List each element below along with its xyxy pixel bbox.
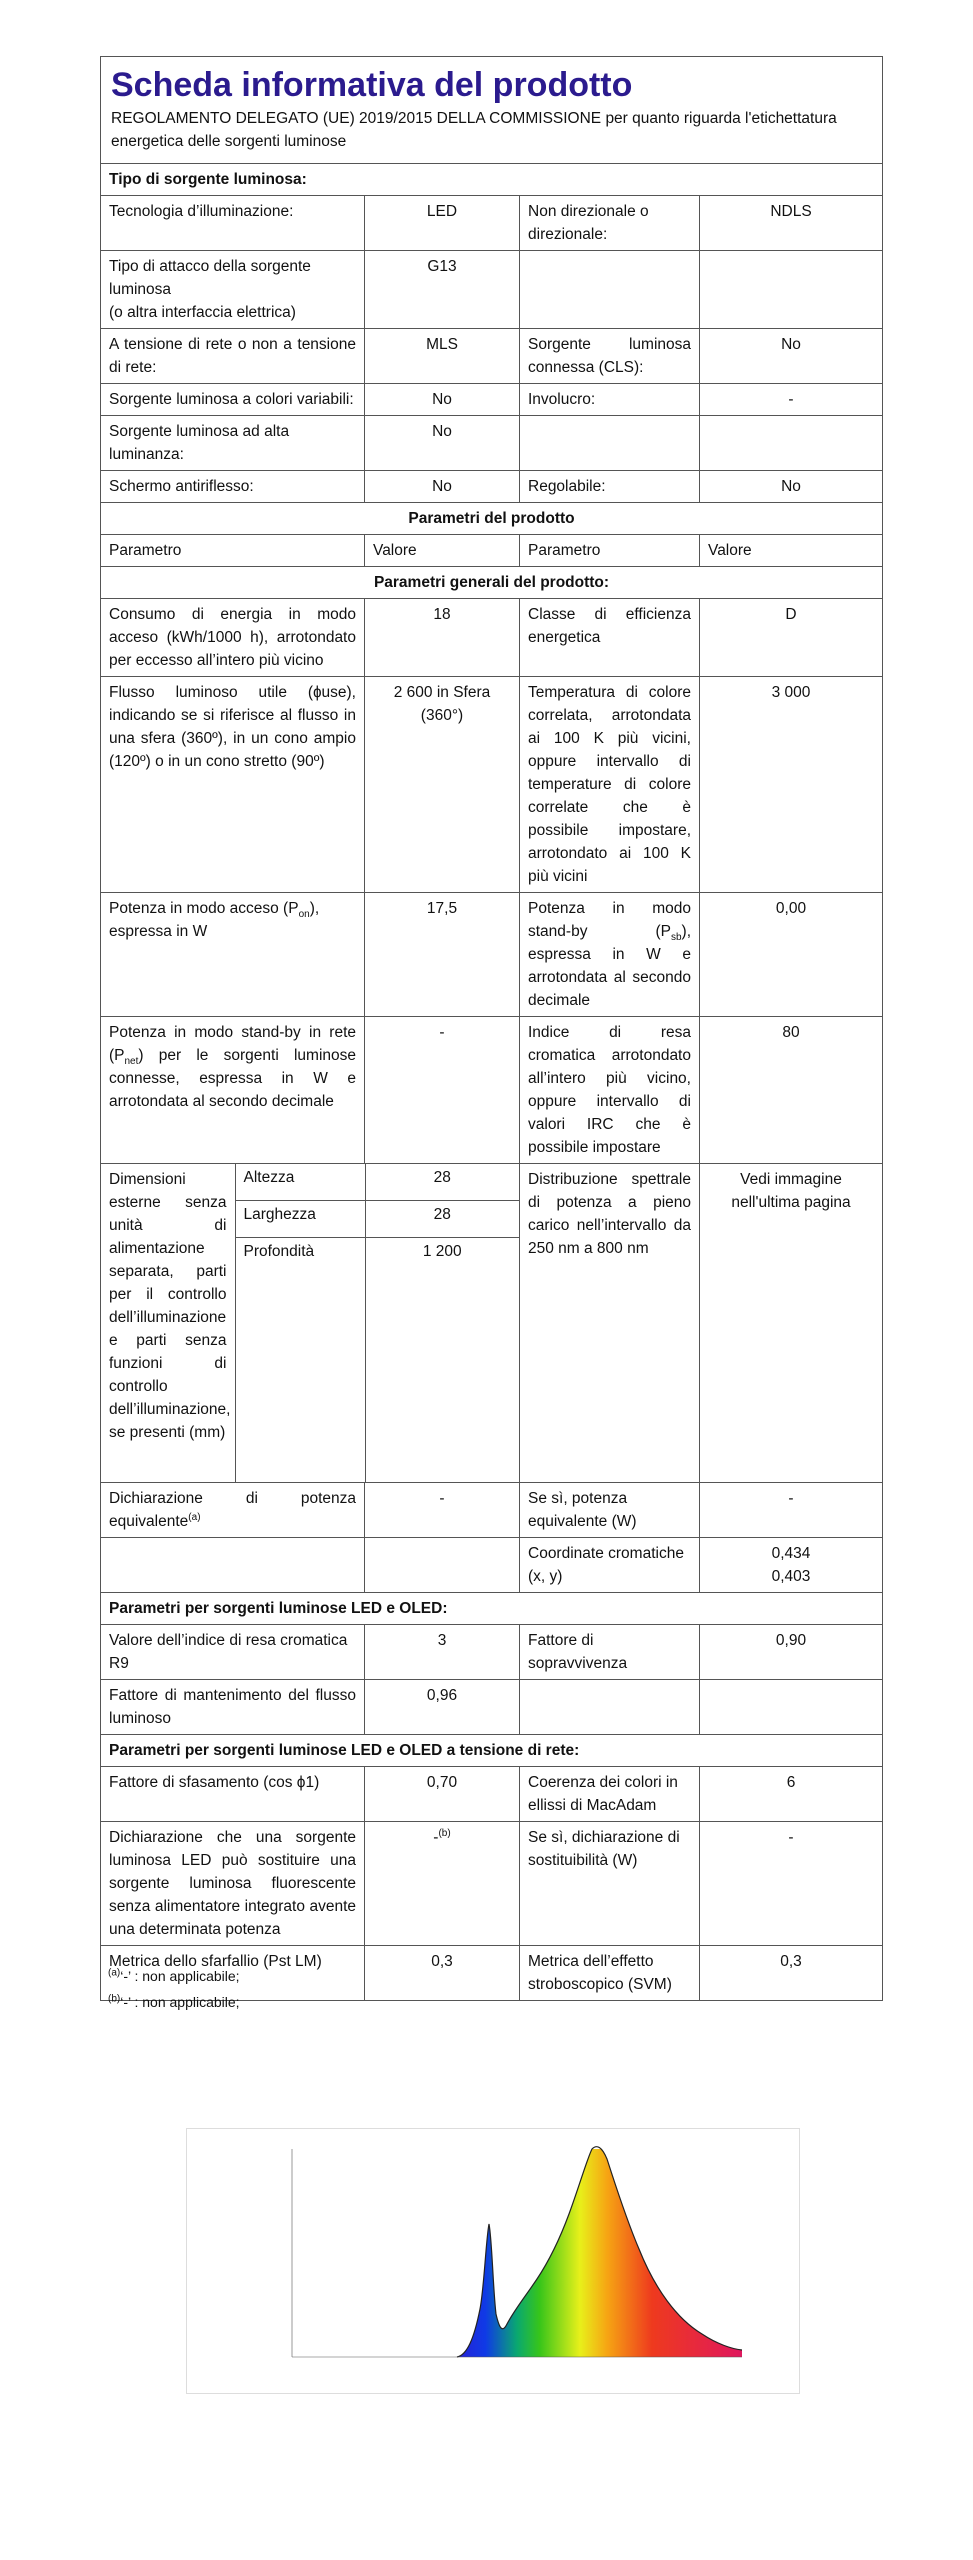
cri-value: 80 <box>700 1017 883 1164</box>
replacement-value: -$^{(b)}$ <box>365 1822 520 1946</box>
replacement-label: Dichiarazione che una sorgente luminosa LED può sostituire una sorgente luminosa fluorescente senza alimentatore integrato avente una determinata potenza <box>101 1822 365 1946</box>
empty-cell <box>700 1680 883 1735</box>
glare-label: Schermo antiriflesso: <box>101 471 365 503</box>
depth-label: Profondità <box>235 1238 365 1483</box>
power-factor-label: Fattore di sfasamento (cos ϕ1) <box>101 1767 365 1822</box>
empty-cell <box>700 251 883 329</box>
col-param-2: Parametro <box>520 535 700 567</box>
flicker-label: Metrica dello sfarfallio (Pst LM) <box>101 1946 365 2001</box>
product-information-sheet <box>100 56 882 2001</box>
dimmable-value: No <box>700 471 883 503</box>
depth-value: 1 200 <box>422 1243 462 1260</box>
glare-value: No <box>365 471 520 503</box>
survival-label: Fattore di sopravvivenza <box>520 1625 700 1680</box>
sheet-header <box>101 57 883 164</box>
svm-value: 0,3 <box>700 1946 883 2001</box>
cri-label: Indice di resa cromatica arrotondato all’intero più vicino, oppure intervallo di valori IRC che è possibile impostare <box>520 1017 700 1164</box>
cap-value: G13 <box>365 251 520 329</box>
width-value: 28 <box>365 1200 519 1237</box>
luminance-value: No <box>365 416 520 471</box>
connected-label: Sorgente luminosa connessa (CLS): <box>520 329 700 384</box>
dimensions-label: Dimensioni esterne senza unità di alimentazione separata, parti per il controllo dell’illuminazione e parti senza funzioni di controllo dell’illuminazione, se presenti (mm) <box>101 1164 235 1482</box>
chroma-value: 0,434 0,403 <box>700 1538 883 1593</box>
dimensions-cell <box>101 1164 520 1483</box>
replacement-power-label: Se sì, dichiarazione di sostituibilità (W) <box>520 1822 700 1946</box>
col-value-1: Valore <box>365 535 520 567</box>
mains-value: MLS <box>365 329 520 384</box>
equiv-power-value: - <box>700 1483 883 1538</box>
page-title: Scheda informativa del prodotto <box>111 66 633 104</box>
macadam-value: 6 <box>700 1767 883 1822</box>
empty-cell <box>365 1538 520 1593</box>
dimmable-label: Regolabile: <box>520 471 700 503</box>
r9-label: Valore dell’indice di resa cromatica R9 <box>101 1625 365 1680</box>
cct-label: Temperatura di colore correlata, arrotondata ai 100 K più vicini, oppure intervallo di temperature di colore correlate che è possibile impostare, arrotondato ai 100 K più vicini <box>520 677 700 893</box>
regulation-subtitle: REGOLAMENTO DELEGATO (UE) 2019/2015 DELLA COMMISSIONE per quanto riguarda l'etichettatura energetica delle sorgenti luminose <box>111 110 837 150</box>
class-label: Classe di efficienza energetica <box>520 599 700 677</box>
height-label: Altezza <box>235 1164 365 1200</box>
r9-value: 3 <box>365 1625 520 1680</box>
power-factor-value: 0,70 <box>365 1767 520 1822</box>
chroma-label: Coordinate cromatiche (x, y) <box>520 1538 700 1593</box>
macadam-label: Coerenza dei colori in ellissi di MacAdam <box>520 1767 700 1822</box>
col-value-2: Valore <box>700 535 883 567</box>
survival-value: 0,90 <box>700 1625 883 1680</box>
height-value: 28 <box>365 1164 519 1200</box>
tech-label: Tecnologia d’illuminazione: <box>101 196 365 251</box>
pnet-value: - <box>365 1017 520 1164</box>
footnotes <box>108 1963 240 2015</box>
class-value: D <box>700 599 883 677</box>
envelope-label: Involucro: <box>520 384 700 416</box>
replacement-power-value: - <box>700 1822 883 1946</box>
connected-value: No <box>700 329 883 384</box>
spd-label: Distribuzione spettrale di potenza a pieno carico nell’intervallo da 250 nm a 800 nm <box>520 1164 700 1483</box>
spectral-distribution-image <box>186 2128 800 2394</box>
col-param-1: Parametro <box>101 535 365 567</box>
lumen-maintenance-label: Fattore di mantenimento del flusso luminoso <box>101 1680 365 1735</box>
empty-cell <box>520 1680 700 1735</box>
cap-label: Tipo di attacco della sorgente luminosa (o altra interfaccia elettrica) <box>101 251 365 329</box>
spd-value: Vedi immagine nell'ultima pagina <box>700 1164 883 1483</box>
section-source-type: Tipo di sorgente luminosa: <box>101 164 883 196</box>
psb-label: Potenza in modo stand-by $(P_{sb})$, espressa in W e arrotondata al secondo decimale <box>520 893 700 1017</box>
colour-label: Sorgente luminosa a colori variabili: <box>101 384 365 416</box>
section-general-params: Parametri generali del prodotto: <box>101 567 883 599</box>
equiv-value: - <box>365 1483 520 1538</box>
luminance-label: Sorgente luminosa ad alta luminanza: <box>101 416 365 471</box>
product-table <box>100 56 883 2001</box>
section-product-params: Parametri del prodotto <box>101 503 883 535</box>
svm-label: Metrica dell’effetto stroboscopico (SVM) <box>520 1946 700 2001</box>
envelope-value: - <box>700 384 883 416</box>
footnote-a: $^{(a)}$‘-’ : non applicabile; <box>108 1967 240 1984</box>
empty-cell <box>520 251 700 329</box>
psb-value: 0,00 <box>700 893 883 1017</box>
flux-value: 2 600 in Sfera (360°) <box>365 677 520 893</box>
empty-cell <box>520 416 700 471</box>
section-led-oled: Parametri per sorgenti luminose LED e OLED: <box>101 1593 883 1625</box>
equiv-power-label: Se sì, potenza equivalente (W) <box>520 1483 700 1538</box>
footnote-b: $^{(b)}$‘-’ : non applicabile; <box>108 1993 240 2010</box>
energy-label: Consumo di energia in modo acceso (kWh/1000 h), arrotondato per eccesso all’intero più vicino <box>101 599 365 677</box>
lumen-maintenance-value: 0,96 <box>365 1680 520 1735</box>
directional-value: NDLS <box>700 196 883 251</box>
pon-value: 17,5 <box>365 893 520 1017</box>
flux-label: Flusso luminoso utile (ɸuse), indicando se si riferisce al flusso in una sfera (360º), in un cono ampio (120º) o in un cono stretto (90º) <box>101 677 365 893</box>
flicker-value: 0,3 <box>365 1946 520 2001</box>
pon-label: Potenza in modo acceso $(P_{on})$, espressa in W <box>101 893 365 1017</box>
empty-cell <box>700 416 883 471</box>
equiv-label: Dichiarazione di potenza equivalente$^{(a)}$ <box>101 1483 365 1538</box>
tech-value: LED <box>365 196 520 251</box>
directional-label: Non direzionale o direzionale: <box>520 196 700 251</box>
pnet-label: Potenza in modo stand-by in rete $(P_{net})$ per le sorgenti luminose connesse, espressa in W e arrotondata al secondo decimale <box>101 1017 365 1164</box>
width-label: Larghezza <box>235 1200 365 1237</box>
cct-value: 3 000 <box>700 677 883 893</box>
colour-value: No <box>365 384 520 416</box>
spectrum-chart <box>187 2129 799 2393</box>
section-led-oled-mains: Parametri per sorgenti luminose LED e OLED a tensione di rete: <box>101 1735 883 1767</box>
energy-value: 18 <box>365 599 520 677</box>
dimensions-table <box>101 1164 519 1482</box>
mains-label: A tensione di rete o non a tensione di rete: <box>101 329 365 384</box>
empty-cell <box>101 1538 365 1593</box>
